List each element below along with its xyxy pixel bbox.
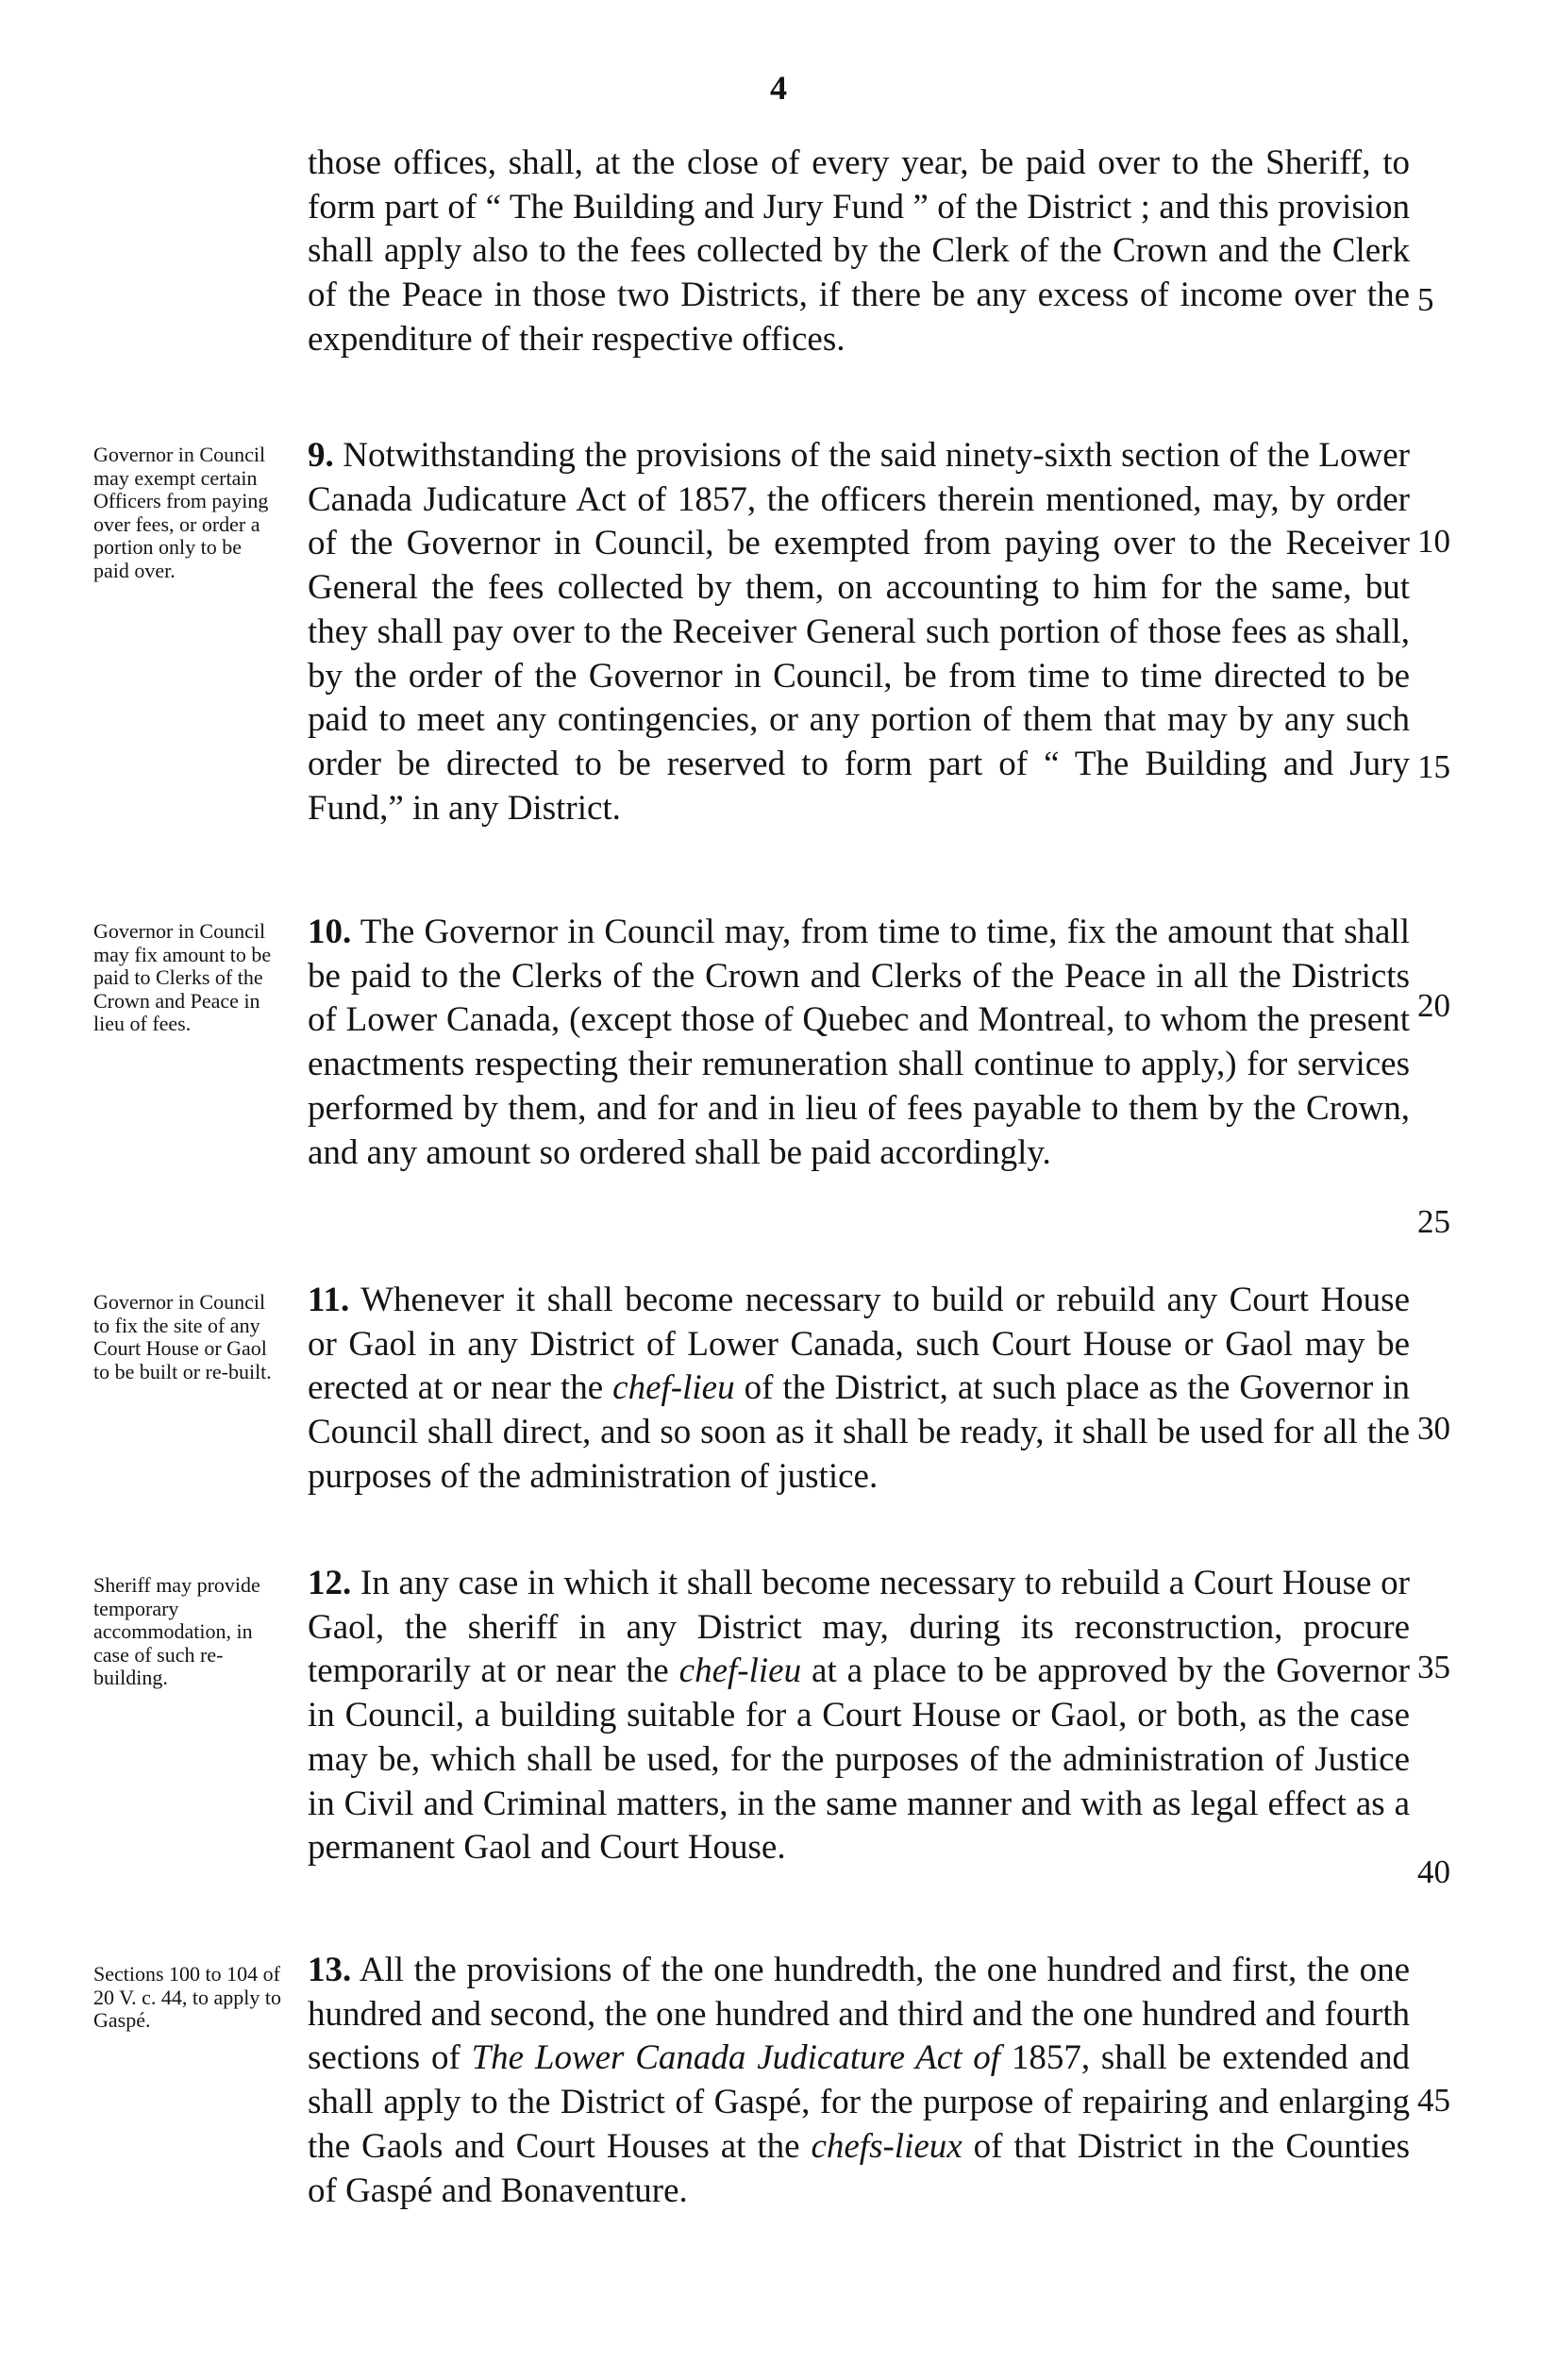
sidenote-section-9: [93, 444, 282, 582]
section-12-number: 12.: [308, 1564, 352, 1602]
section-12-text-2: at a place to be approved by the Governor in Council, a building suitable for a Court House or Gaol, or both, as the case may be, which shall be used, for the purposes of the administration of Justice in Civil and Criminal matters, in the same manner and with as legal effect as a permanent Gaol and Court House.: [308, 1651, 1410, 1868]
sidenote-section-11-text: Governor in Council to fix the site of any Court House or Gaol to be built or re-built.: [93, 1290, 272, 1383]
sidenote-section-13-text: Sections 100 to 104 of 20 V. c. 44, to apply to Gaspé.: [93, 1962, 282, 2032]
section-11-emphasis-1: chef-lieu: [612, 1368, 735, 1408]
section-12-emphasis-1: chef-lieu: [678, 1651, 802, 1691]
line-number: 5: [1417, 281, 1434, 318]
paragraph-intro: [308, 142, 1410, 362]
sidenote-section-9-text: Governor in Council may exempt certain Officers from paying over fees, or order a portion only to be paid over.: [93, 443, 269, 582]
sidenote-section-12-text: Sheriff may provide temporary accommodation, in case of such re-building.: [93, 1573, 260, 1689]
section-11-text-2: of the District, at such place as the Governor in Council shall direct, and so soon as it shall be ready, it shall be used for all the purposes of the administration of justice.: [308, 1368, 1410, 1496]
sidenote-section-10: [93, 920, 282, 1036]
section-13: [308, 1949, 1410, 2213]
line-number: 35: [1417, 1649, 1450, 1685]
section-11-number: 11.: [308, 1281, 350, 1319]
line-number: 25: [1417, 1203, 1450, 1240]
sidenote-section-12: [93, 1574, 282, 1690]
section-13-text-3: of that District in the Counties of Gaspé and Bonaventure.: [308, 2126, 1410, 2210]
section-10: [308, 911, 1410, 1175]
section-13-emphasis-1: The Lower Canada Judicature Act of: [471, 2038, 1001, 2078]
line-number: 10: [1417, 523, 1450, 560]
section-9-text: Notwithstanding the provisions of the said ninety-sixth section of the Lower Canada Judicature Act of 1857, the officers therein mentioned, may, by order of the Governor in Council, be exempted from paying over to the Receiver General the fees collected by them, on accounting to him for the same, but they shall pay over to the Receiver General such portion of those fees as shall, by the order of the Governor in Council, be from time to time directed to be paid to meet any contingencies, or any portion of them that may by any such order be directed to be reserved to form part of “ The Building and Jury Fund,” in any District.: [308, 436, 1410, 828]
line-number: 15: [1417, 748, 1450, 785]
section-12-text-1: In any case in which it shall become necessary to rebuild a Court House or Gaol, the sheriff in any District may, during its reconstruction, procure temporarily at or near the: [308, 1564, 1410, 1691]
section-9: [308, 434, 1410, 830]
paragraph-intro-text: those offices, shall, at the close of every year, be paid over to the Sheriff, to form part of “ The Building and Jury Fund ” of the District ; and this provision shall apply also to the fees collected by the Clerk of the Crown and the Clerk of the Peace in those two Districts, if there be any excess of income over the expenditure of their respective offices.: [308, 143, 1410, 359]
section-11: [308, 1279, 1410, 1500]
page-number: 4: [770, 69, 787, 107]
sidenote-section-13: [93, 1963, 282, 2033]
section-9-number: 9.: [308, 436, 334, 475]
section-11-text-1: Whenever it shall become necessary to build or rebuild any Court House or Gaol in any District of Lower Canada, such Court House or Gaol may be erected at or near the: [308, 1281, 1410, 1408]
section-13-number: 13.: [308, 1951, 352, 1989]
section-12: [308, 1562, 1410, 1870]
section-10-text: The Governor in Council may, from time to time, fix the amount that shall be paid to the Clerks of the Crown and Clerks of the Peace in all the Districts of Lower Canada, (except those of Quebec and Montreal, to whom the present enactments respecting their remuneration shall continue to apply,) for services performed by them, and for and in lieu of fees payable to them by the Crown, and any amount so ordered shall be paid accordingly.: [308, 913, 1410, 1172]
line-number: 40: [1417, 1853, 1450, 1890]
sidenote-section-11: [93, 1291, 282, 1383]
section-13-emphasis-2: chefs-lieux: [811, 2126, 963, 2166]
section-10-number: 10.: [308, 913, 352, 951]
line-number: 20: [1417, 987, 1450, 1024]
line-number: 45: [1417, 2082, 1450, 2119]
section-13-text-2: 1857, shall be extended and shall apply to the District of Gaspé, for the purpose of repairing and enlarging the Gaols and Court Houses at the: [308, 2038, 1410, 2166]
sidenote-section-10-text: Governor in Council may fix amount to be paid to Clerks of the Crown and Peace in lieu of fees.: [93, 919, 272, 1035]
line-number: 30: [1417, 1410, 1450, 1447]
section-13-text-1: All the provisions of the one hundredth, the one hundred and first, the one hundred and second, the one hundred and third and the one hundred and fourth sections of: [308, 1951, 1410, 2078]
